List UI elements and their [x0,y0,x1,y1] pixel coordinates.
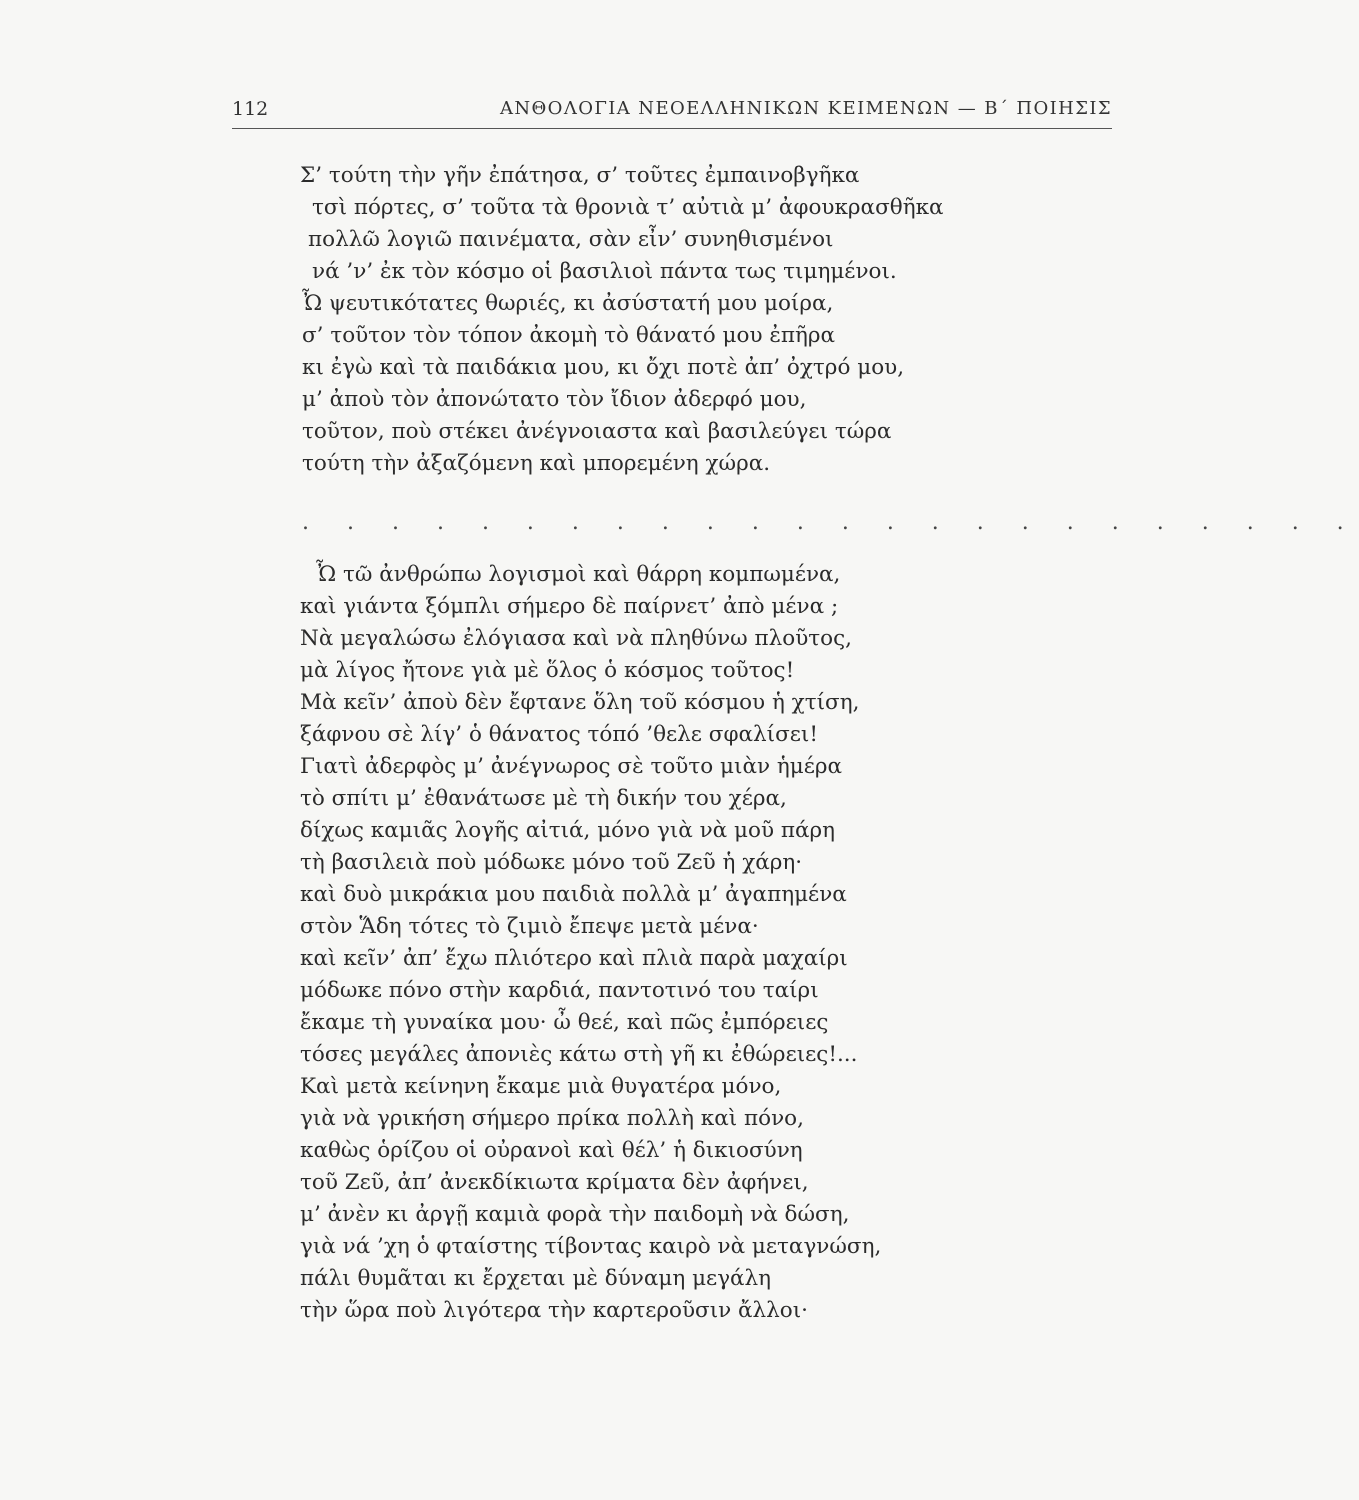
verse-line: τούτη τὴν ἀξαζόμενη καὶ μπορεμένη χώρα. [302,451,771,476]
verse-line: τοῦτον, ποὺ στέκει ἀνέγνοιαστα καὶ βασιλεύγει τώρα [302,419,892,444]
verse-line: Ὦ ψευτικότατες θωριές, κι ἀσύστατή μου μοίρα, [302,291,834,316]
verse-line: κι ἐγὼ καὶ τὰ παιδάκια μου, κι ὄχι ποτὲ ἀπ’ ὀχτρό μου, [302,355,905,380]
verse-line: ἔκαμε τὴ γυναίκα μου· ὦ θεέ, καὶ πῶς ἐμπόρειες [300,1010,829,1035]
verse-line: καὶ δυὸ μικράκια μου παιδιὰ πολλὰ μ’ ἀγαπημένα [300,882,847,907]
verse-line: καθὼς ὁρίζου οἱ οὐρανοὶ καὶ θέλ’ ἡ δικιοσύνη [300,1138,803,1163]
verse-line: γιὰ νὰ γρικήση σήμερο πρίκα πολλὴ καὶ πόνο, [300,1106,804,1131]
running-title: ΑΝΘΟΛΟΓΙΑ ΝΕΟΕΛΛΗΝΙΚΩΝ ΚΕΙΜΕΝΩΝ — Β΄ ΠΟΙΗΣΙΣ [499,98,1112,119]
verse-line: σ’ τοῦτον τὸν τόπον ἀκομὴ τὸ θάνατό μου ἐπῆρα [302,323,836,348]
verse-line: Καὶ μετὰ κείνηνη ἔκαμε μιὰ θυγατέρα μόνο, [300,1074,782,1099]
verse-line: τὴν ὥρα ποὺ λιγότερα τὴν καρτεροῦσιν ἄλλοι· [300,1298,809,1323]
verse-line: μ’ ἀνὲν κι ἀργῇ καμιὰ φορὰ τὴν παιδομὴ νὰ δώση, [300,1202,850,1227]
verse-line: Νὰ μεγαλώσω ἐλόγιασα καὶ νὰ πληθύνω πλοῦτος, [300,626,852,651]
verse-line: τὴ βασιλειὰ ποὺ μόδωκε μόνο τοῦ Ζεῦ ἡ χάρη· [300,850,803,875]
verse-line: μόδωκε πόνο στὴν καρδιά, παντοτινό του ταίρι [300,978,819,1003]
verse-line: τσὶ πόρτες, σ’ τοῦτα τὰ θρονιὰ τ’ αὐτιὰ μ’ ἀφουκρασθῆκα [312,195,944,220]
verse-line: Γιατὶ ἀδερφὸς μ’ ἀνέγνωρος σὲ τοῦτο μιὰν ἡμέρα [300,754,843,779]
verse-line: Μὰ κεῖν’ ἀποὺ δὲν ἔφτανε ὅλη τοῦ κόσμου ἡ χτίση, [300,690,860,715]
verse-line: μὰ λίγος ἤτονε γιὰ μὲ ὅλος ὁ κόσμος τοῦτος! [300,658,795,683]
verse-line: γιὰ νά ’χη ὁ φταίστης τίβοντας καιρὸ νὰ μεταγνώση, [300,1234,882,1259]
verse-line: πάλι θυμᾶται κι ἔρχεται μὲ δύναμη μεγάλη [300,1266,772,1291]
verse-line: καὶ κεῖν’ ἀπ’ ἔχω πλιότερο καὶ πλιὰ παρὰ μαχαίρι [300,946,848,971]
verse-line: νά ’ν’ ἐκ τὸν κόσμο οἱ βασιλιοὶ πάντα τως τιμημένοι. [312,259,897,284]
ellipsis-separator: . . . . . . . . . . . . . . . . . . . . . . . . [302,510,1359,535]
page-header [232,92,1112,129]
verse-line: Σ’ τούτη τὴν γῆν ἐπάτησα, σ’ τοῦτες ἐμπαινοβγῆκα [300,163,860,188]
verse-line: στὸν Ἅδη τότες τὸ ζιμιὸ ἔπεψε μετὰ μένα· [300,914,759,939]
verse-line: τὸ σπίτι μ’ ἐθανάτωσε μὲ τὴ δικήν του χέρα, [300,786,787,811]
page-number: 112 [232,98,269,120]
verse-line: πολλῶ λογιῶ παινέματα, σὰν εἶν’ συνηθισμένοι [308,227,834,252]
verse-line: δίχως καμιᾶς λογῆς αἰτιά, μόνο γιὰ νὰ μοῦ πάρη [300,818,836,843]
verse-line: καὶ γιάντα ξόμπλι σήμερο δὲ παίρνετ’ ἀπὸ μένα ; [300,594,839,619]
verse-line: ξάφνου σὲ λίγ’ ὁ θάνατος τόπό ’θελε σφαλίσει! [300,722,818,747]
verse-line: Ὦ τῶ ἀνθρώπω λογισμοὶ καὶ θάρρη κομπωμένα, [316,562,841,587]
verse-line: τοῦ Ζεῦ, ἀπ’ ἀνεκδίκιωτα κρίματα δὲν ἀφήνει, [300,1170,809,1195]
verse-line: μ’ ἀποὺ τὸν ἀπονώτατο τὸν ἴδιον ἀδερφό μου, [302,387,807,412]
verse-line: τόσες μεγάλες ἀπονιὲς κάτω στὴ γῆ κι ἐθώρειες!... [300,1042,858,1067]
